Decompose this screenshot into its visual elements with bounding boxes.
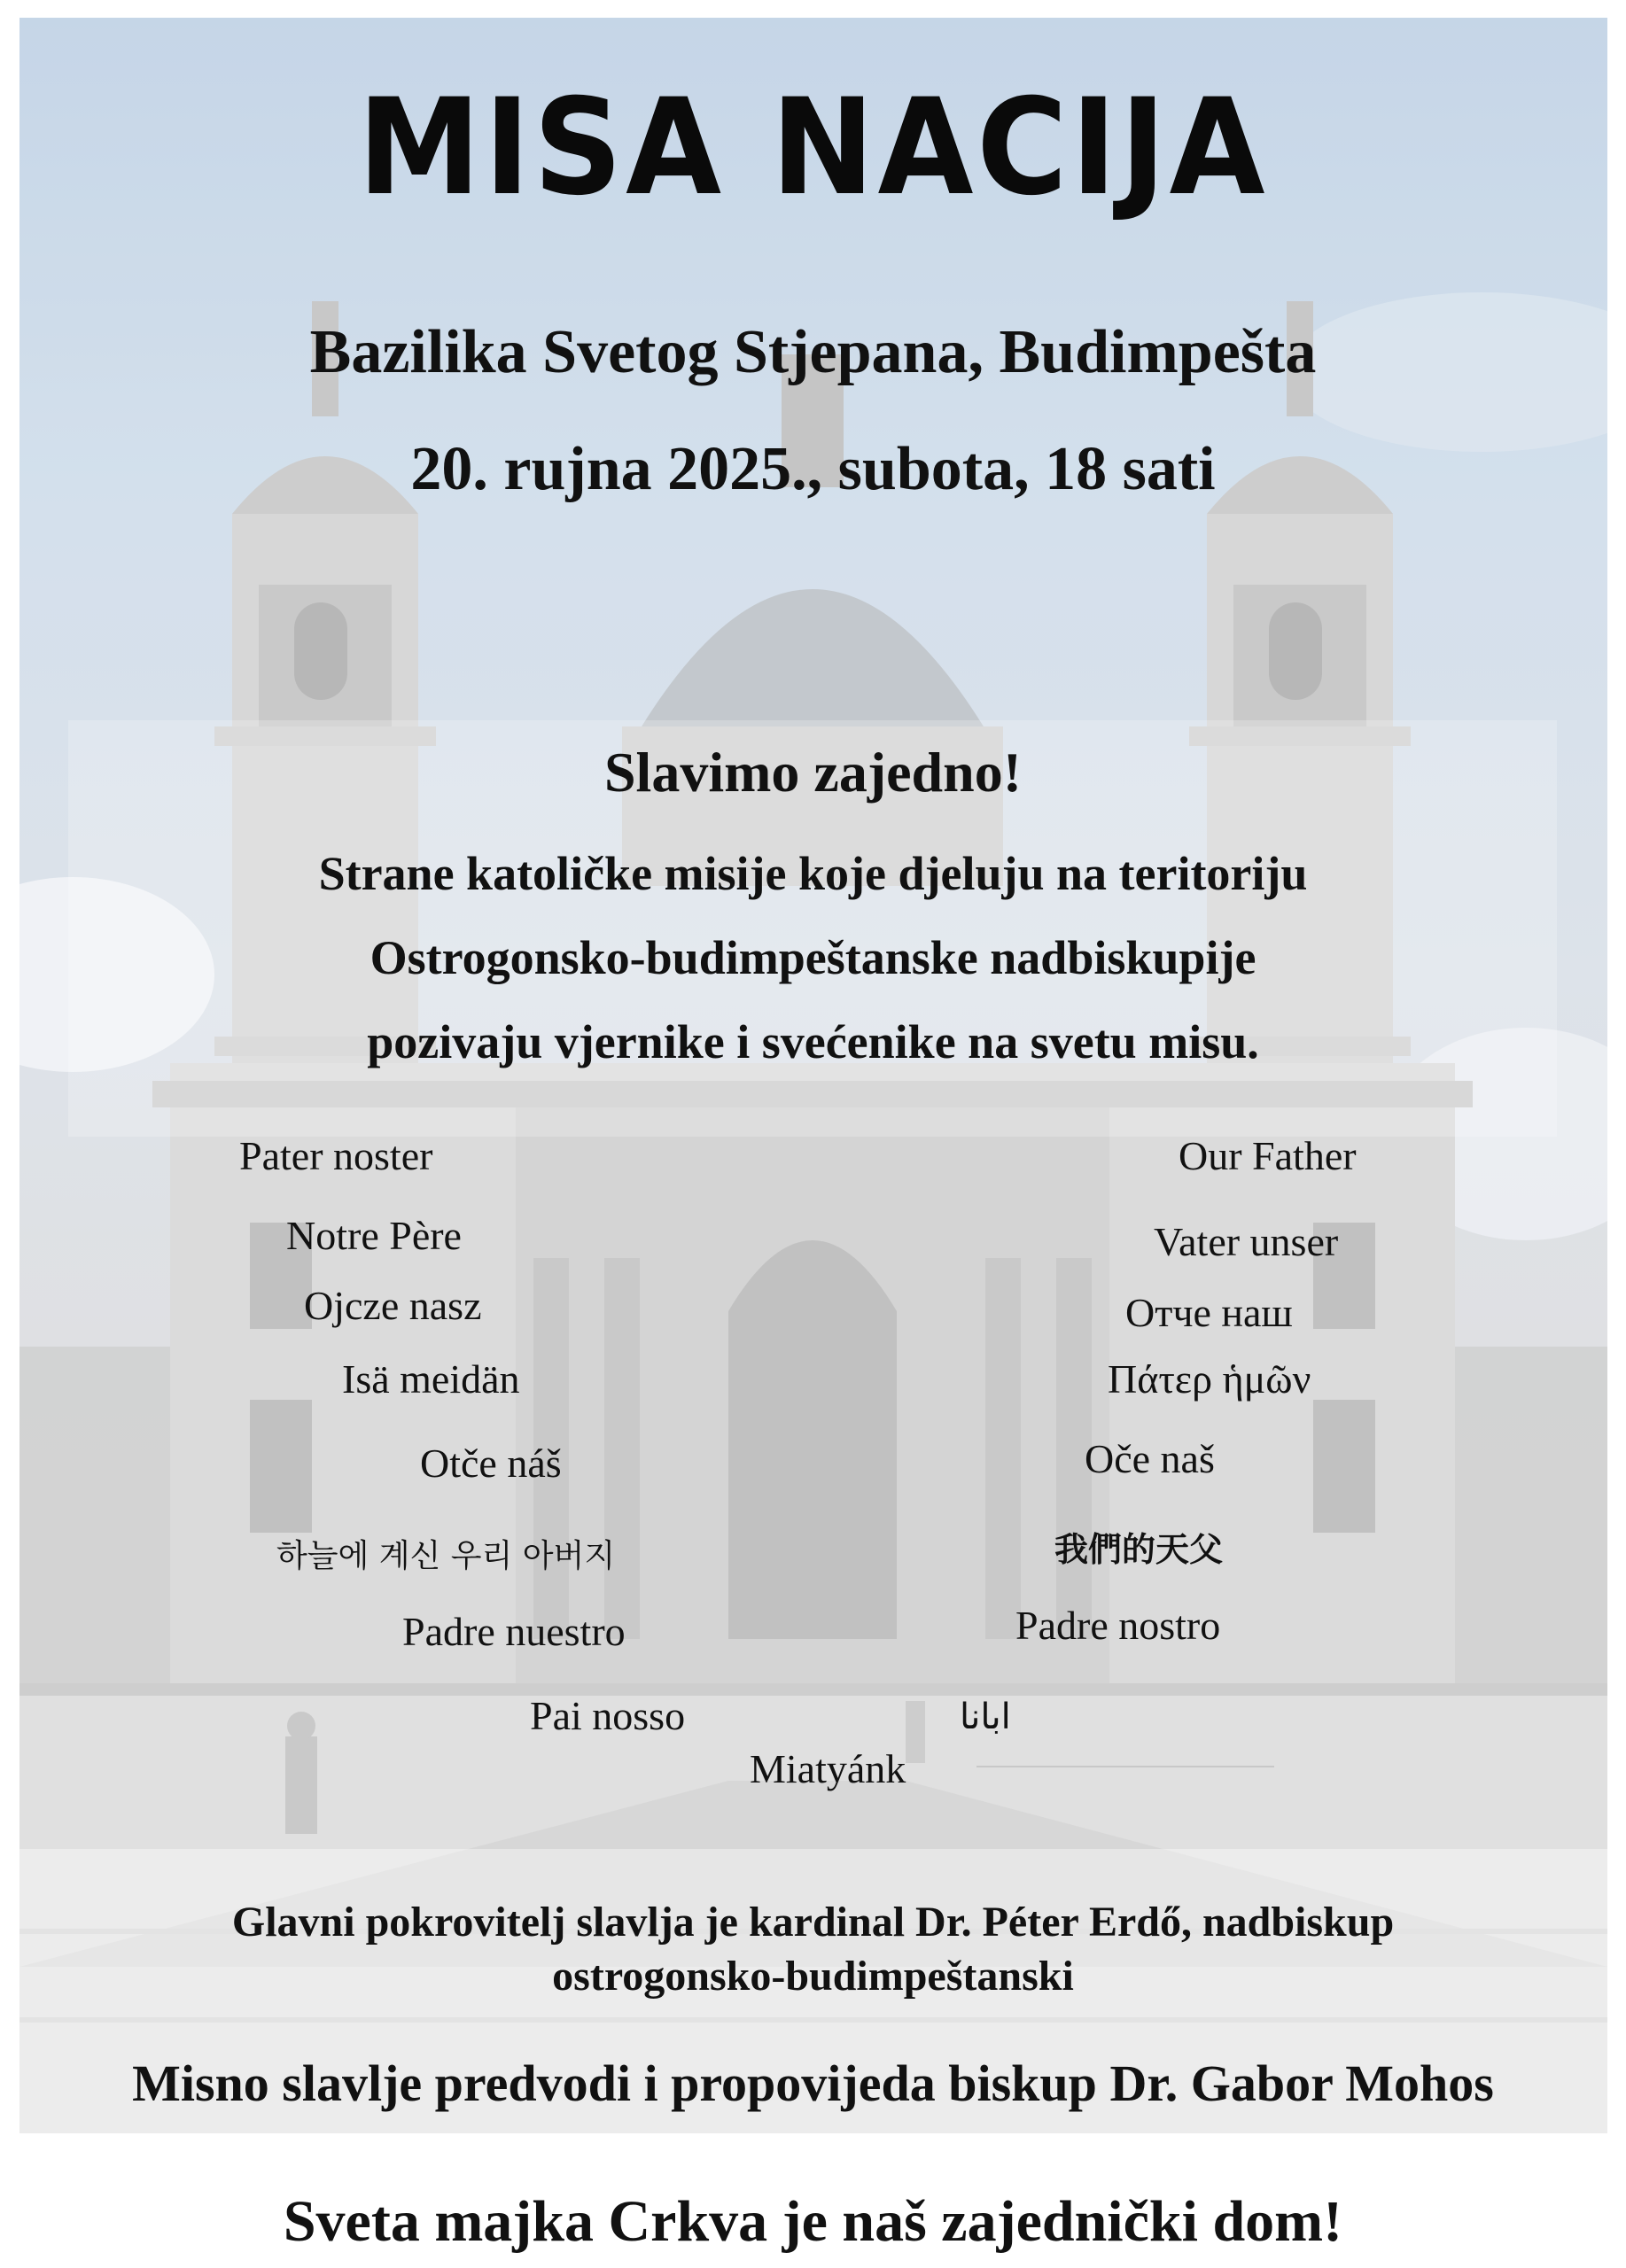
prayer-french: Notre Père (286, 1213, 462, 1258)
patron-line: ostrogonsko-budimpeštanski (552, 1953, 1074, 2000)
prayer-hungarian: Miatyánk (750, 1746, 906, 1791)
prayer-chinese: 我們的天父 (1054, 1530, 1224, 1569)
prayer-korean: 하늘에 계신 우리 아버지 (276, 1538, 616, 1574)
invitation-line: Strane katoličke misije koje djeluju na teritoriju (318, 847, 1308, 900)
closing-motto: Sveta majka Crkva je naš zajednički dom! (283, 2189, 1343, 2254)
prayer-latin: Pater noster (239, 1133, 433, 1178)
slogan: Slavimo zajedno! (603, 741, 1023, 804)
prayer-english: Our Father (1179, 1133, 1357, 1178)
prayer-arabic: ابانا (960, 1697, 1011, 1737)
date-line: 20. rujna 2025., subota, 18 sati (410, 435, 1216, 503)
divider-line (976, 1766, 1274, 1767)
patron-line: Glavni pokrovitelj slavlja je kardinal Dr. Péter Erdő, nadbiskup (231, 1899, 1395, 1946)
invitation-line: pozivaju vjernike i svećenike na svetu misu. (367, 1015, 1259, 1068)
celebrant-line: Misno slavlje predvodi i propovijeda biskup Dr. Gabor Mohos (132, 2054, 1494, 2112)
prayer-finnish: Isä meidän (342, 1356, 520, 1402)
prayer-russian: Отче наш (1125, 1290, 1293, 1335)
prayer-czech: Otče náš (420, 1441, 562, 1486)
prayer-croatian: Oče naš (1085, 1436, 1215, 1481)
prayer-greek: Πάτερ ἡμῶν (1108, 1356, 1311, 1402)
venue-line: Bazilika Svetog Stjepana, Budimpešta (309, 318, 1317, 386)
prayer-portuguese: Pai nosso (530, 1693, 686, 1738)
prayer-italian: Padre nostro (1015, 1603, 1221, 1648)
invitation-line: Ostrogonsko-budimpeštanske nadbiskupije (370, 931, 1256, 984)
prayer-spanish: Padre nuestro (402, 1609, 626, 1654)
poster-title: MISA NACIJA (357, 71, 1269, 225)
prayer-german: Vater unser (1154, 1219, 1339, 1264)
prayer-polish: Ojcze nasz (304, 1283, 482, 1328)
